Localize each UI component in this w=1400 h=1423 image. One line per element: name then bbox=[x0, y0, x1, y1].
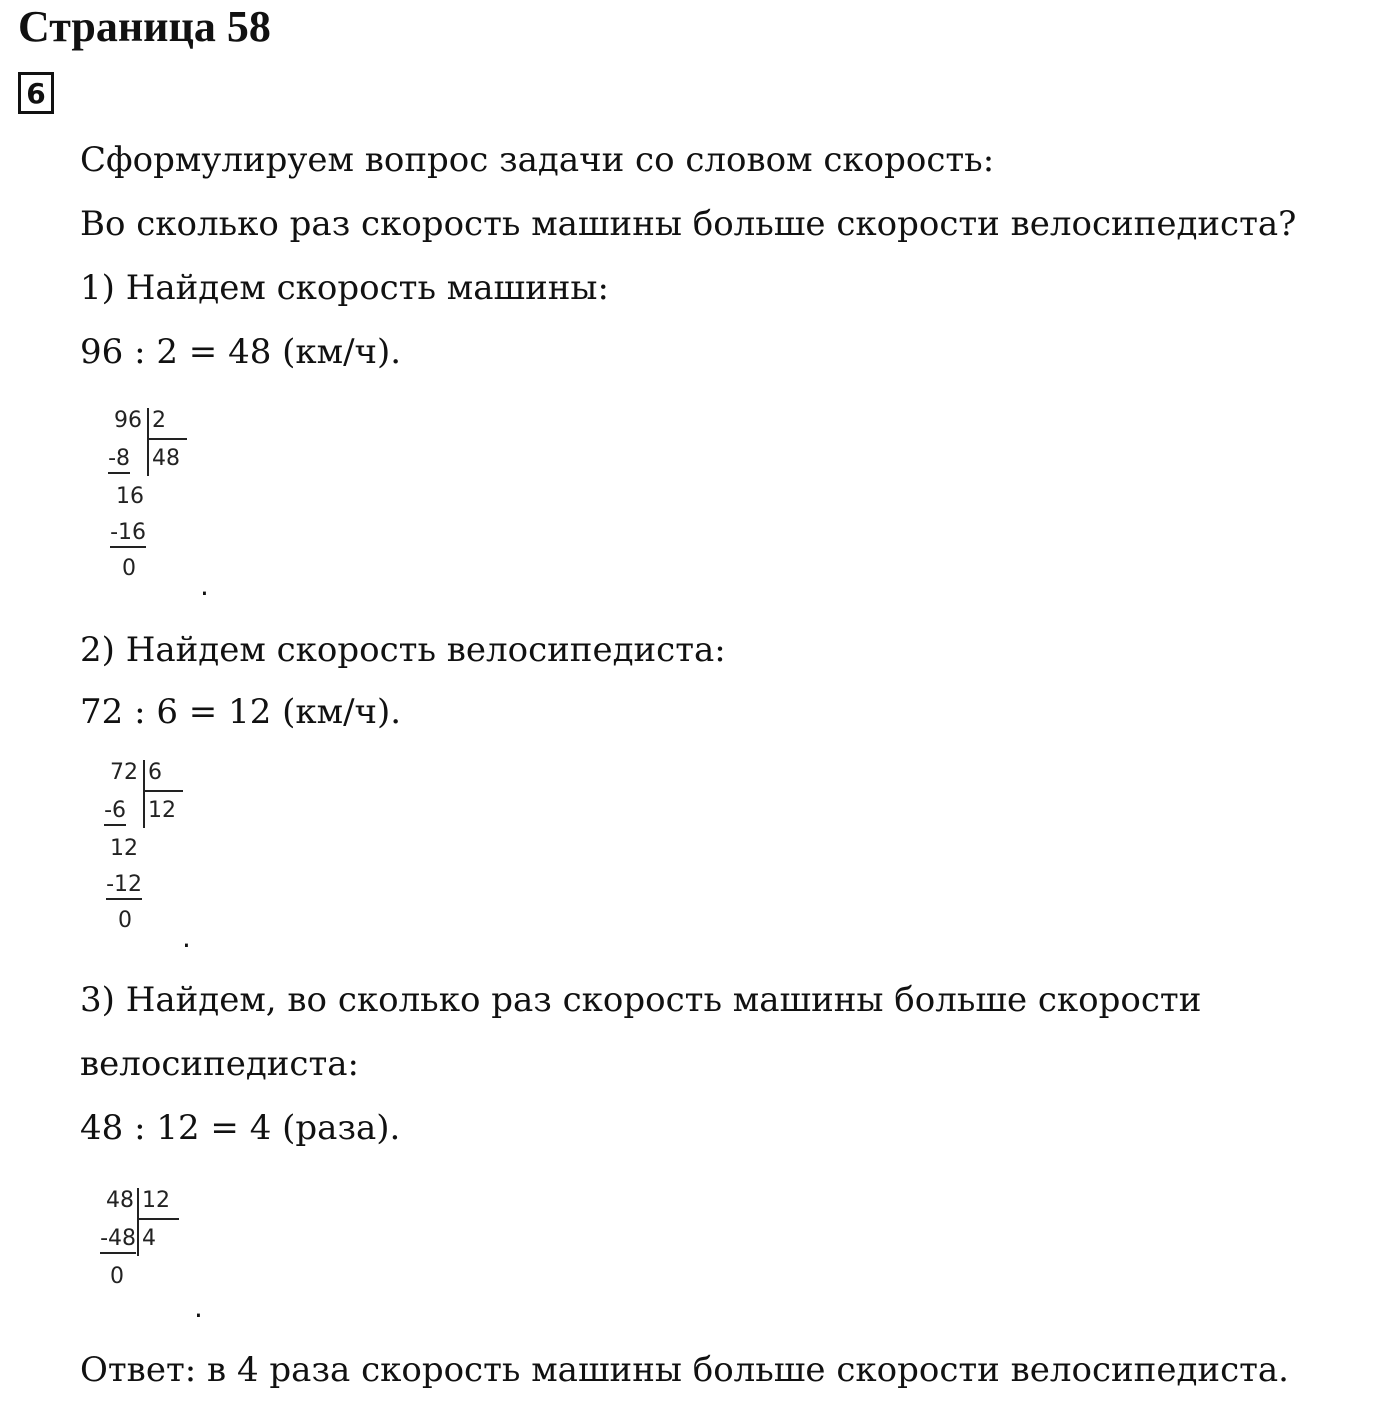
division-remainder: 0 bbox=[118, 908, 132, 933]
long-division-2 bbox=[96, 758, 196, 958]
division-vertical-bar bbox=[143, 760, 145, 828]
text-line-question-intro: Сформулируем вопрос задачи со словом скорость: bbox=[80, 140, 995, 180]
division-quotient: 4 bbox=[142, 1226, 156, 1251]
division-subtrahend: -48 bbox=[100, 1226, 136, 1254]
division-divisor: 2 bbox=[152, 408, 166, 433]
division-remainder: 0 bbox=[122, 556, 136, 581]
long-division-1 bbox=[100, 406, 200, 606]
division-vertical-bar bbox=[147, 408, 149, 476]
period-mark: . bbox=[200, 569, 209, 602]
division-dividend: 48 bbox=[106, 1188, 134, 1213]
division-dividend: 96 bbox=[114, 408, 142, 433]
division-subtrahend: -12 bbox=[106, 872, 142, 900]
division-remainder: 12 bbox=[110, 836, 138, 861]
task-number-box: 6 bbox=[18, 72, 54, 114]
text-line-step1: 1) Найдем скорость машины: bbox=[80, 268, 609, 308]
period-mark: . bbox=[194, 1291, 203, 1324]
text-line-step3: 3) Найдем, во сколько раз скорость машины больше скорости bbox=[80, 980, 1202, 1020]
division-divisor: 12 bbox=[142, 1188, 170, 1213]
division-horizontal-bar bbox=[137, 1218, 179, 1220]
division-quotient: 48 bbox=[152, 446, 180, 471]
text-line-step2: 2) Найдем скорость велосипедиста: bbox=[80, 630, 726, 670]
period-mark: . bbox=[182, 921, 191, 954]
division-remainder: 16 bbox=[116, 484, 144, 509]
division-subtrahend: -6 bbox=[104, 798, 126, 826]
division-horizontal-bar bbox=[143, 790, 183, 792]
division-subtrahend: -8 bbox=[108, 446, 130, 474]
division-remainder: 0 bbox=[110, 1264, 124, 1289]
text-line-equation2: 72 : 6 = 12 (км/ч). bbox=[80, 692, 402, 732]
text-line-question: Во сколько раз скорость машины больше скорости велосипедиста? bbox=[80, 204, 1297, 244]
text-line-equation1: 96 : 2 = 48 (км/ч). bbox=[80, 332, 402, 372]
text-line-equation3: 48 : 12 = 4 (раза). bbox=[80, 1108, 401, 1148]
division-vertical-bar bbox=[137, 1188, 139, 1256]
answer-line: Ответ: в 4 раза скорость машины больше скорости велосипедиста. bbox=[80, 1350, 1289, 1390]
long-division-3 bbox=[90, 1186, 190, 1306]
division-dividend: 72 bbox=[110, 760, 138, 785]
division-horizontal-bar bbox=[147, 438, 187, 440]
division-divisor: 6 bbox=[148, 760, 162, 785]
page-title: Страница 58 bbox=[18, 2, 271, 51]
text-line-step3-continued: велосипедиста: bbox=[80, 1044, 359, 1084]
division-quotient: 12 bbox=[148, 798, 176, 823]
division-subtrahend: -16 bbox=[110, 520, 146, 548]
